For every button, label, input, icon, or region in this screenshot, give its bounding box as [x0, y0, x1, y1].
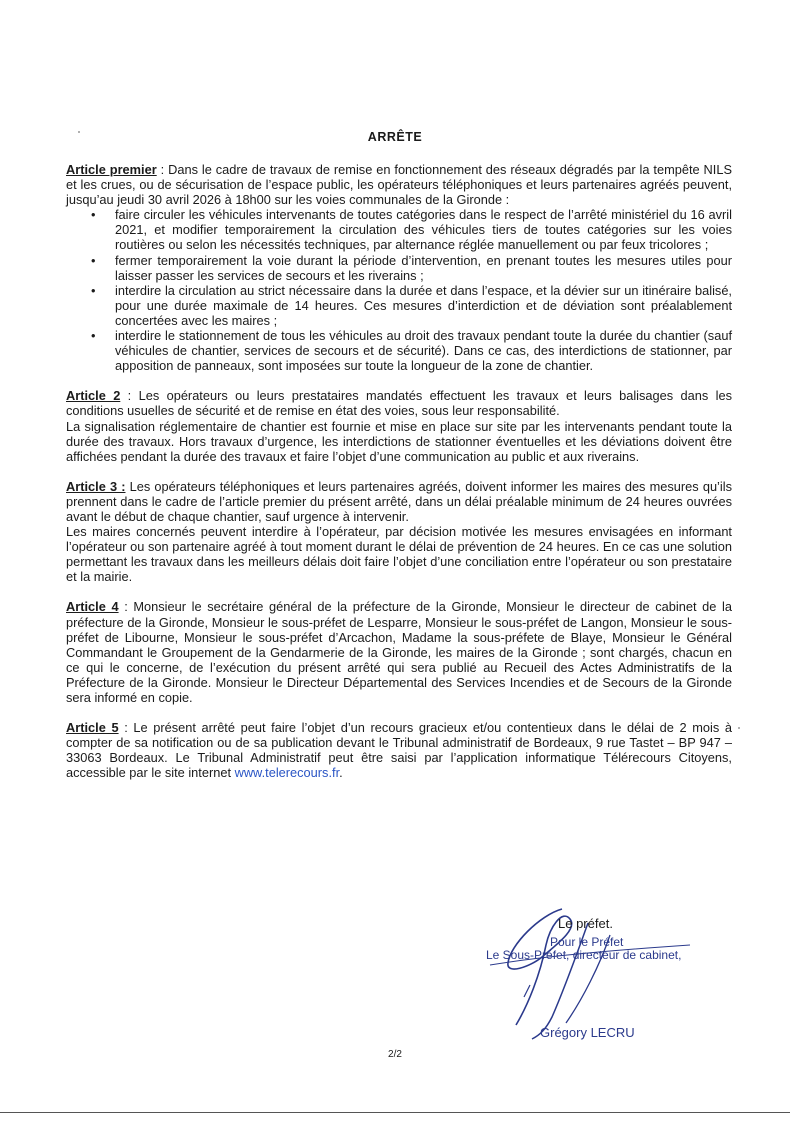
article-2 — [66, 388, 732, 463]
article-4-label: Article 4 — [66, 599, 119, 615]
telerecours-link[interactable]: www.telerecours.fr — [234, 765, 340, 781]
scan-edge-line — [0, 1112, 790, 1113]
article-premier-intro — [66, 162, 732, 207]
signature-line-2: Pour le Préfet — [550, 935, 624, 949]
article-3-text: Les opérateurs téléphoniques et leurs partenaires agréés, doivent informer les maires des mesures qu’ils prennent dans le cadre de l’article premier du présent arrêté, dans un délai préalable minimum de 24 heures ouvrées avant le début de chaque chantier, sauf urgence à intervenir. — [66, 478, 732, 524]
list-item: • faire circuler les véhicules intervenants de toutes catégories dans le respect de l’arrêté ministériel du 16 avril 2021, et modifier temporairement la circulation des véhicules tiers de toutes catégories sur les voies routières ou selon les nécessités techniques, par alternance réglée manuellement ou par feux tricolores ; — [115, 207, 732, 252]
article-2-paragraph-1 — [66, 388, 732, 418]
article-2-paragraph-2: La signalisation réglementaire de chantier est fournie et mise en place sur site par les intervenants pendant toute la durée des travaux. Hors travaux d’urgence, les interdictions de stationner éventuelles et les déviations doivent être affichées pendant la durée des travaux et faire l’objet d’une communication au public et aux riverains. — [66, 418, 732, 464]
document-body — [66, 162, 732, 795]
article-2-text: : Les opérateurs ou leurs prestataires mandatés effectuent les travaux et leurs balisages dans les conditions usuelles de sécurité et de remise en état des voies, sous leur responsabilité. — [66, 388, 732, 419]
document-title: ARRÊTE — [367, 130, 423, 144]
article-4-paragraph — [66, 599, 732, 705]
list-item: • fermer temporairement la voie durant la période d’intervention, en prenant toutes les mesures utiles pour laisser passer les services de secours et les riverains ; — [115, 253, 732, 283]
article-3-paragraph-2: Les maires concernés peuvent interdire à l’opérateur, par décision motivée les mesures envisagées en informant l’opérateur ou son partenaire agréé à tout moment durant le délai de prévention de 24 heures. En ce cas une solution permettant les travaux dans les meilleurs délais doit faire l’objet d’une conciliation entre l’opérateur ou son prestataire et la mairie. — [66, 524, 732, 585]
article-3-paragraph-1 — [66, 479, 732, 524]
article-3 — [66, 479, 732, 585]
article-premier-list — [66, 207, 732, 373]
article-5-label: Article 5 — [66, 720, 119, 736]
scan-speck — [738, 727, 740, 729]
article-4-text: : Monsieur le secrétaire général de la préfecture de la Gironde, Monsieur le directeur de cabinet de la préfecture de la Gironde, Monsieur le sous-préfet de Lesparre, Monsieur le sous-préfet de Langon, Monsieur le sous-préfet de Libourne, Monsieur le sous-préfet d’Arcachon, Madame la sous-préfete de Blaye, Monsieur le Général Commandant le Groupement de la Gendarmerie de la Gironde, les maires de la Gironde ; sont chargés, chacun en ce qui le concerne, de l’exécution du présent arrêté qui sera publié au Recueil des Actes Administratifs de la Préfecture de la Gironde. Monsieur le Directeur Départemental des Services Incendies et de Secours de la Gironde sera informé en copie. — [66, 599, 732, 705]
article-5-paragraph — [66, 720, 732, 780]
article-4 — [66, 599, 732, 705]
article-3-label: Article 3 : — [66, 478, 126, 494]
article-premier-label: Article premier — [66, 162, 157, 177]
article-5-end: . — [339, 765, 343, 781]
scan-speck — [78, 131, 80, 133]
signature-line-3: Le Sous-Préfet, directeur de cabinet, — [486, 948, 682, 962]
article-5 — [66, 720, 732, 780]
article-5-text: : Le présent arrêté peut faire l’objet d’un recours gracieux et/ou contentieux dans le délai de 2 mois à compter de sa notification ou de sa publication devant le Tribunal administratif de Bordeaux, 9 rue Tastet – BP 947 – 33063 Bordeaux. Le Tribunal Administratif peut être saisi par l’application informatique Télérecours Citoyens, accessible par le site internet — [66, 720, 732, 781]
article-premier — [66, 162, 732, 373]
list-item: • interdire la circulation au strict nécessaire dans la durée et dans l’espace, et la dévier sur un itinéraire balisé, pour une durée maximale de 14 heures. Ces mesures d’interdiction et de déviation sont préalablement concertées avec les maires ; — [115, 283, 732, 328]
signature-line-1: Le préfet. — [558, 916, 613, 931]
article-2-label: Article 2 — [66, 388, 121, 404]
signature-block — [470, 905, 770, 1055]
signature-name: Grégory LECRU — [540, 1025, 635, 1040]
page-number: 2/2 — [388, 1049, 402, 1060]
article-premier-text: : Dans le cadre de travaux de remise en fonctionnement des réseaux dégradés par la tempête NILS et les crues, ou de sécurisation de l’espace public, les opérateurs téléphoniques et leurs partenaires agréés peuvent, jusqu’au jeudi 30 avril 2026 à 18h00 sur les voies communales de la Gironde : — [66, 162, 733, 208]
list-item: • interdire le stationnement de tous les véhicules au droit des travaux pendant toute la durée du chantier (sauf véhicules de chantier, services de secours et de sécurité). Dans ce cas, des interdictions de stationner, par apposition de panneaux, sont imposées sur toute la longueur de la zone de chantier. — [115, 328, 732, 373]
